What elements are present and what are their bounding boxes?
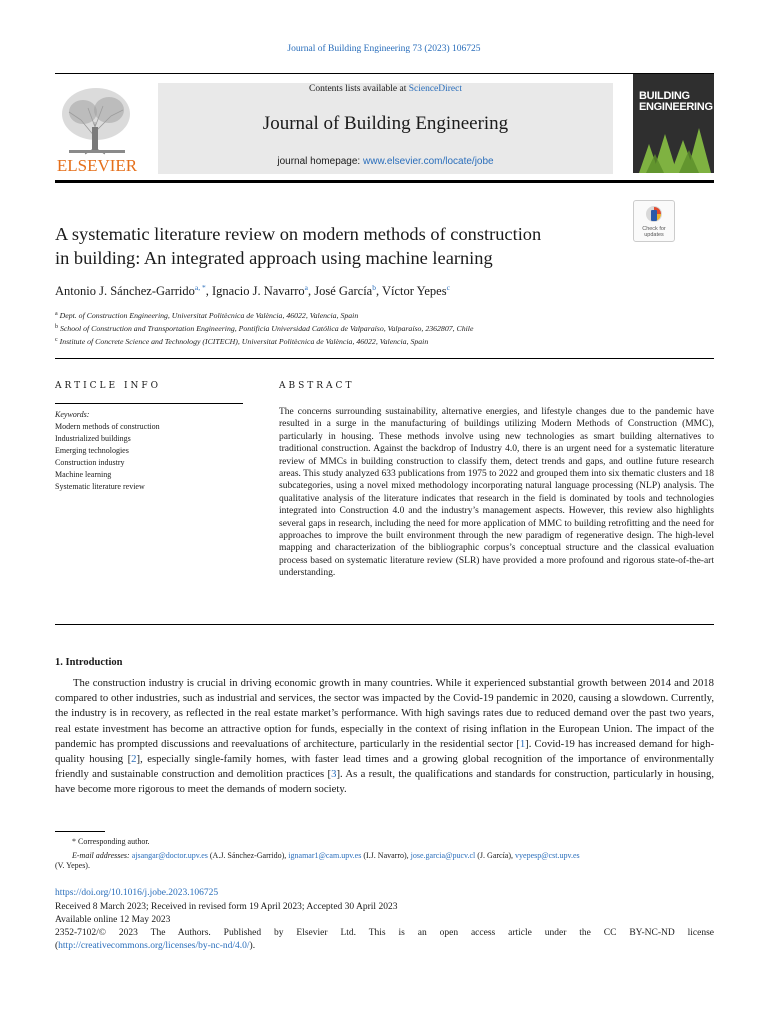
- corresponding-footnote: [72, 837, 150, 846]
- doi-link[interactable]: https://doi.org/10.1016/j.jobe.2023.106725: [55, 888, 219, 898]
- affiliation-c: [55, 337, 428, 346]
- introduction-paragraph: [55, 676, 714, 798]
- homepage-prefix: journal homepage:: [277, 156, 363, 167]
- intro-text-part: ]. As a result, the qualifications and standards for construction, particularly in housing, have become more rigorous to meet the demands of modern society.: [55, 768, 715, 796]
- article-title: [55, 222, 635, 270]
- affiliation-mark: b: [55, 324, 58, 330]
- keyword-item: Machine learning: [55, 470, 112, 479]
- corresponding-text: Corresponding author.: [78, 837, 150, 846]
- email-owner: (J. García),: [475, 851, 516, 860]
- citation-link[interactable]: 1: [519, 737, 526, 750]
- journal-homepage: [158, 156, 613, 167]
- check-label-line2: updates: [644, 232, 664, 238]
- license-text: 2352-7102/© 2023 The Authors. Published by Elsevier Ltd. This is an open access article under the CC BY-NC-ND license: [55, 928, 714, 938]
- author-affiliation-mark[interactable]: c: [446, 283, 450, 292]
- contents-prefix: Contents lists available at: [308, 84, 409, 94]
- email-link[interactable]: ignamar1@cam.upv.es: [288, 851, 362, 860]
- author-name: , José García: [308, 284, 373, 298]
- affiliation-mark: a: [55, 311, 58, 317]
- author-affiliation-mark[interactable]: a, *: [194, 283, 206, 292]
- author-affiliation-mark[interactable]: a: [304, 283, 309, 292]
- keyword-item: Modern methods of construction: [55, 422, 160, 431]
- received-dates: Received 8 March 2023; Received in revised form 19 April 2023; Accepted 30 April 2023: [55, 902, 398, 912]
- license-open: (: [55, 941, 59, 951]
- introduction-heading: 1. Introduction: [55, 657, 123, 668]
- keywords-label: Keywords:: [55, 410, 90, 419]
- check-for-updates-button[interactable]: [633, 200, 675, 242]
- affiliation-b: [55, 324, 473, 333]
- affiliation-text: Dept. of Construction Engineering, Universitat Politècnica de València, 46022, Valencia, Spain: [59, 311, 359, 320]
- keyword-item: Emerging technologies: [55, 446, 129, 455]
- keyword-item: Construction industry: [55, 458, 125, 467]
- intro-text-part: ]. Covid-19 has increased demand for high-quality housing [: [55, 737, 715, 766]
- author-affiliation-mark[interactable]: b: [372, 283, 376, 292]
- affiliation-a: [55, 311, 358, 320]
- affiliation-text: School of Construction and Transportation Engineering, Pontificia Universidad Católica de Valparaíso, Valparaíso, 2362807, Chile: [59, 324, 474, 333]
- abstract-heading: ABSTRACT: [279, 381, 355, 391]
- author-list: [55, 284, 450, 299]
- sciencedirect-link[interactable]: ScienceDirect: [408, 84, 462, 94]
- journal-cover[interactable]: [633, 74, 714, 173]
- email-footnote: [72, 850, 714, 862]
- citation-link[interactable]: 3: [331, 768, 337, 781]
- homepage-link[interactable]: www.elsevier.com/locate/jobe: [363, 156, 494, 167]
- cover-title-line2: ENGINEERING: [639, 101, 713, 113]
- available-online: Available online 12 May 2023: [55, 915, 171, 925]
- keyword-item: Systematic literature review: [55, 482, 145, 491]
- license-close: ).: [249, 941, 256, 951]
- elsevier-tree-icon: [55, 82, 139, 174]
- email-owner: (A.J. Sánchez-Garrido),: [207, 851, 289, 860]
- email-link[interactable]: vyepesp@cst.upv.es: [515, 851, 580, 860]
- publisher-name: ELSEVIER: [56, 156, 138, 174]
- abstract-rule: [55, 624, 714, 625]
- journal-name: Journal of Building Engineering: [262, 113, 509, 134]
- email-tail: (V. Yepes).: [55, 861, 90, 870]
- email-label: E-mail addresses:: [72, 851, 130, 860]
- intro-text-part: ], especially single-family homes, with faster lead times and a growing global recognition of the importance of environmentally friendly and sustainable construction and demolition practices [: [55, 753, 715, 781]
- footnote-rule: [55, 831, 105, 832]
- check-updates-icon: [645, 205, 663, 225]
- cover-title: [639, 91, 713, 113]
- license-link[interactable]: http://creativecommons.org/licenses/by-nc-nd/4.0/: [58, 941, 250, 951]
- contents-line: [158, 83, 613, 95]
- cover-graphic: [633, 114, 714, 173]
- keyword-item: Industrialized buildings: [55, 434, 131, 443]
- keywords-block: [55, 409, 160, 493]
- abstract-text: The concerns surrounding sustainability, alternative energies, and lifestyle changes due to the pandemic have resulted in a surge in the manufacturing of buildings utilizing Modern Methods of Construction (MMC), particularly in housing. These methods involve using new technologies as smart building alternatives to traditional construction. Against the backdrop of Industry 4.0, there is an urgent need for a systematic literature review of MMCs in building construction to classify them, detect trends and gaps, and outline future research areas. This study analyzed 633 publications from 1975 to 2022 and grouped them into six thematic clusters and 18 subcategories, using a novel mixed methodology incorporating natural language processing (NLP) analysis. The qualitative analysis of the literature indicates that research in the field is dominated by tools and technologies integrated into Construction 4.0 and the industry’s management aspects. However, this review also highlights several gaps in research, including the need for more application of MMC to building retrofitting and the need for approaches to improve the built environment through the new paradigm of regenerative design. The high-level mapping and characterization of the bibliographic corpus’s conceptual structure and the classical evaluation process based on systematic literature review (SLR) have provided a more profound and rigorous state-of-the-art understanding.: [279, 407, 714, 579]
- top-rule: [55, 73, 714, 74]
- check-label-line1: Check for: [642, 226, 666, 232]
- author-name: , Víctor Yepes: [375, 284, 447, 298]
- check-updates-label: [634, 226, 674, 238]
- intro-text-part: The construction industry is crucial in driving economic growth in many countries. While it experienced substantial growth between 2014 and 2018 compared to other industries, such as industrial and services, the sector was impacted by the Covid-19 pandemic in 2020, causing a slowdown. Currently, the industry is in recovery, as reflected in the real estate market’s performance. With high savings rates due to reduced demand over the past two years, real estate investment has become an attractive option for funds, especially in the context of rising inflation in the European Union. The impact of the pandemic has prompted discussions and reevaluations of architecture, particularly in the residential sector [: [55, 677, 714, 750]
- citation-link[interactable]: 2: [131, 753, 137, 766]
- article-info-heading: ARTICLE INFO: [55, 381, 162, 391]
- author-name: Antonio J. Sánchez-Garrido: [55, 284, 195, 298]
- journal-reference[interactable]: Journal of Building Engineering 73 (2023) 106725: [287, 44, 481, 54]
- email-owner: (I.J. Navarro),: [361, 851, 411, 860]
- cover-title-line1: BUILDING: [639, 90, 690, 102]
- affiliation-rule: [55, 358, 714, 359]
- elsevier-logo: [55, 82, 139, 174]
- article-info-rule: [55, 403, 243, 404]
- author-name: , Ignacio J. Navarro: [205, 284, 305, 298]
- header-rule: [55, 180, 714, 183]
- footnote-star: *: [72, 837, 76, 846]
- affiliation-text: Institute of Concrete Science and Technology (ICITECH), Universitat Politècnica de València, 46022, Valencia, Spain: [59, 337, 429, 346]
- license-link-line: [55, 941, 255, 951]
- article-title-line2: in building: An integrated approach using machine learning: [55, 248, 493, 268]
- email-link[interactable]: jose.garcia@pucv.cl: [410, 851, 476, 860]
- email-link[interactable]: ajsangar@doctor.upv.es: [131, 851, 208, 860]
- article-title-line1: A systematic literature review on modern methods of construction: [55, 224, 542, 244]
- affiliation-mark: c: [55, 337, 58, 343]
